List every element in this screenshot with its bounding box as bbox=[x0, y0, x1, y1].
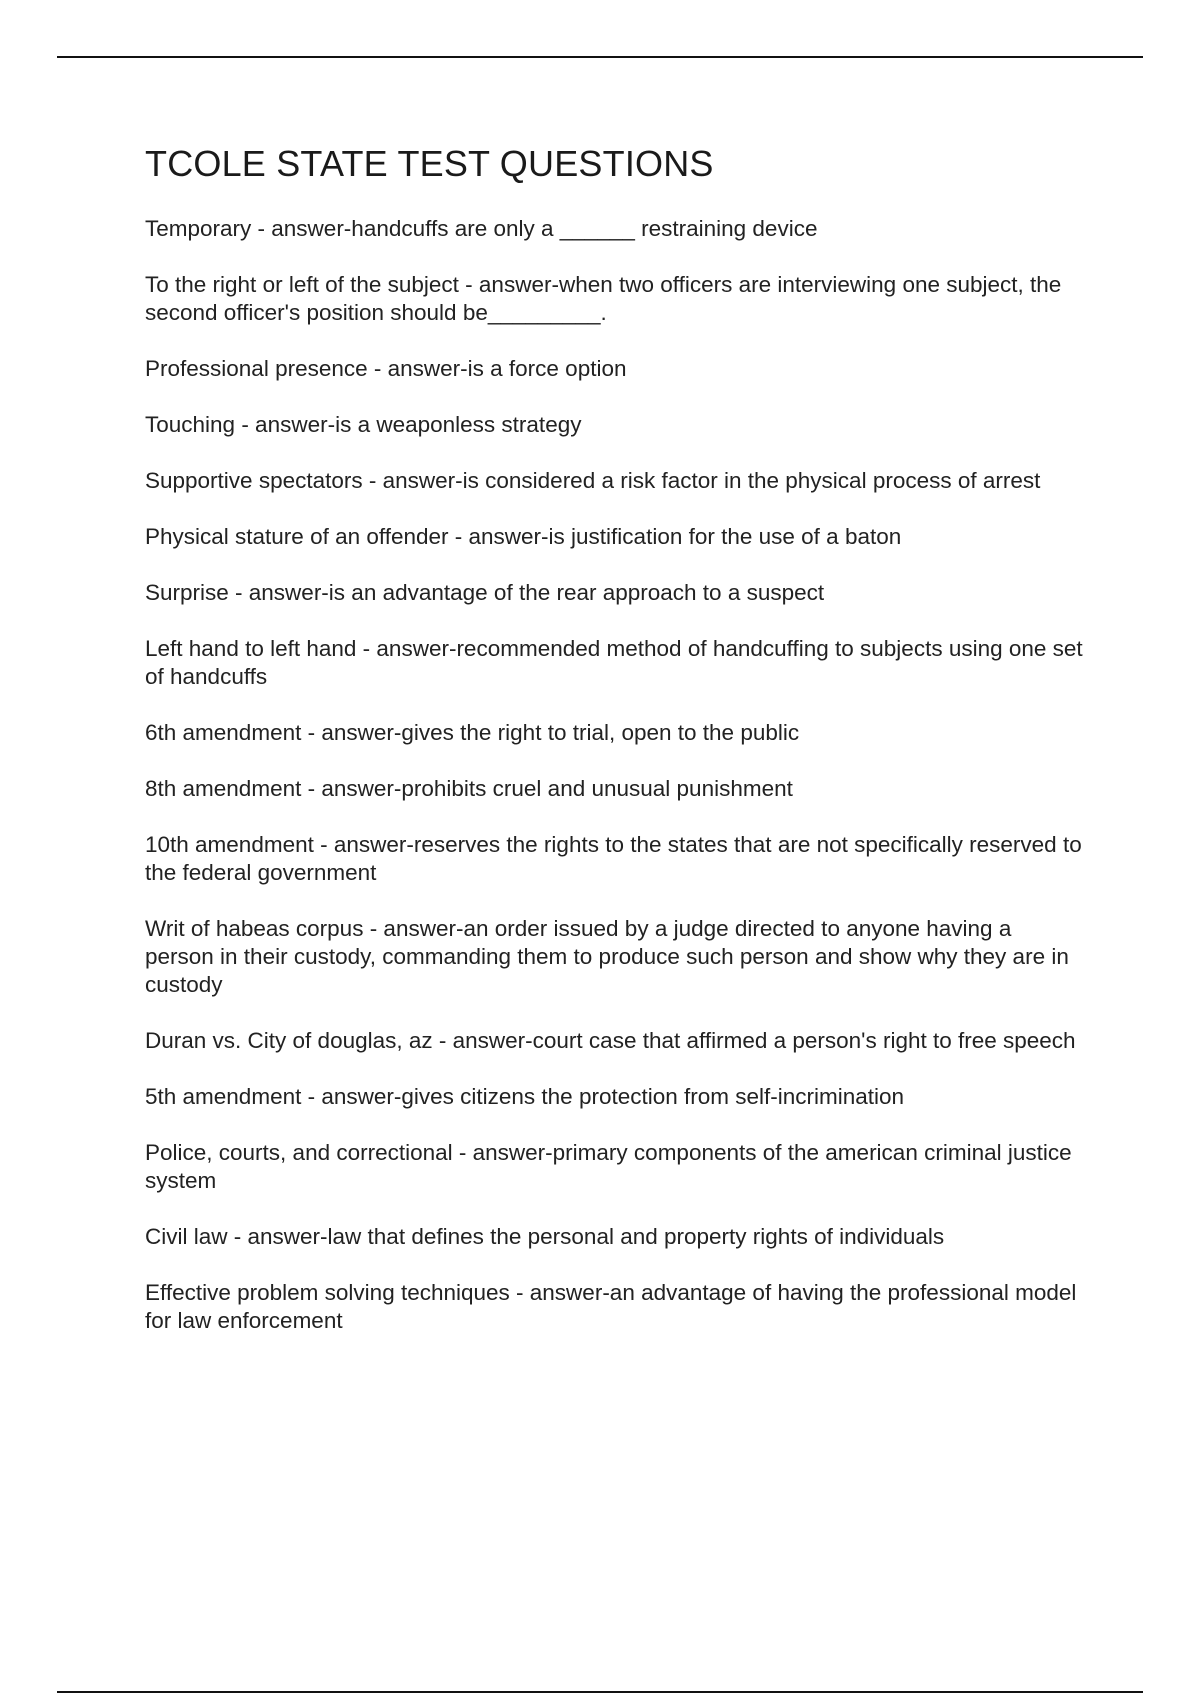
question-item: Temporary - answer-handcuffs are only a ______ restraining device bbox=[145, 216, 818, 241]
question-item: Physical stature of an offender - answer-is justification for the use of a baton bbox=[145, 524, 902, 549]
question-item: Effective problem solving techniques - answer-an advantage of having the professional model for law enforcement bbox=[145, 1280, 1077, 1333]
document-body bbox=[145, 140, 1085, 1363]
question-item: Touching - answer-is a weaponless strategy bbox=[145, 412, 582, 437]
question-item: Duran vs. City of douglas, az - answer-court case that affirmed a person's right to free speech bbox=[145, 1028, 1076, 1053]
question-item: 8th amendment - answer-prohibits cruel and unusual punishment bbox=[145, 776, 793, 801]
question-item: Police, courts, and correctional - answer-primary components of the american criminal justice system bbox=[145, 1140, 1072, 1193]
question-item: Surprise - answer-is an advantage of the rear approach to a suspect bbox=[145, 580, 825, 605]
question-item: 10th amendment - answer-reserves the rights to the states that are not specifically reserved to the federal government bbox=[145, 832, 1082, 885]
question-item: Left hand to left hand - answer-recommended method of handcuffing to subjects using one set of handcuffs bbox=[145, 636, 1083, 689]
question-item: 6th amendment - answer-gives the right to trial, open to the public bbox=[145, 720, 800, 745]
bottom-rule bbox=[57, 1691, 1143, 1693]
question-item: Writ of habeas corpus - answer-an order issued by a judge directed to anyone having a person in their custody, commanding them to produce such person and show why they are in custody bbox=[145, 916, 1069, 997]
question-item: Professional presence - answer-is a force option bbox=[145, 356, 627, 381]
question-list bbox=[145, 215, 1085, 1335]
question-item: Civil law - answer-law that defines the personal and property rights of individuals bbox=[145, 1224, 945, 1249]
question-item: Supportive spectators - answer-is considered a risk factor in the physical process of arrest bbox=[145, 468, 1041, 493]
page-title: TCOLE STATE TEST QUESTIONS bbox=[145, 143, 714, 184]
question-item: To the right or left of the subject - answer-when two officers are interviewing one subject, the second officer's position should be_________. bbox=[145, 272, 1062, 325]
question-item: 5th amendment - answer-gives citizens the protection from self-incrimination bbox=[145, 1084, 905, 1109]
top-rule bbox=[57, 56, 1143, 58]
